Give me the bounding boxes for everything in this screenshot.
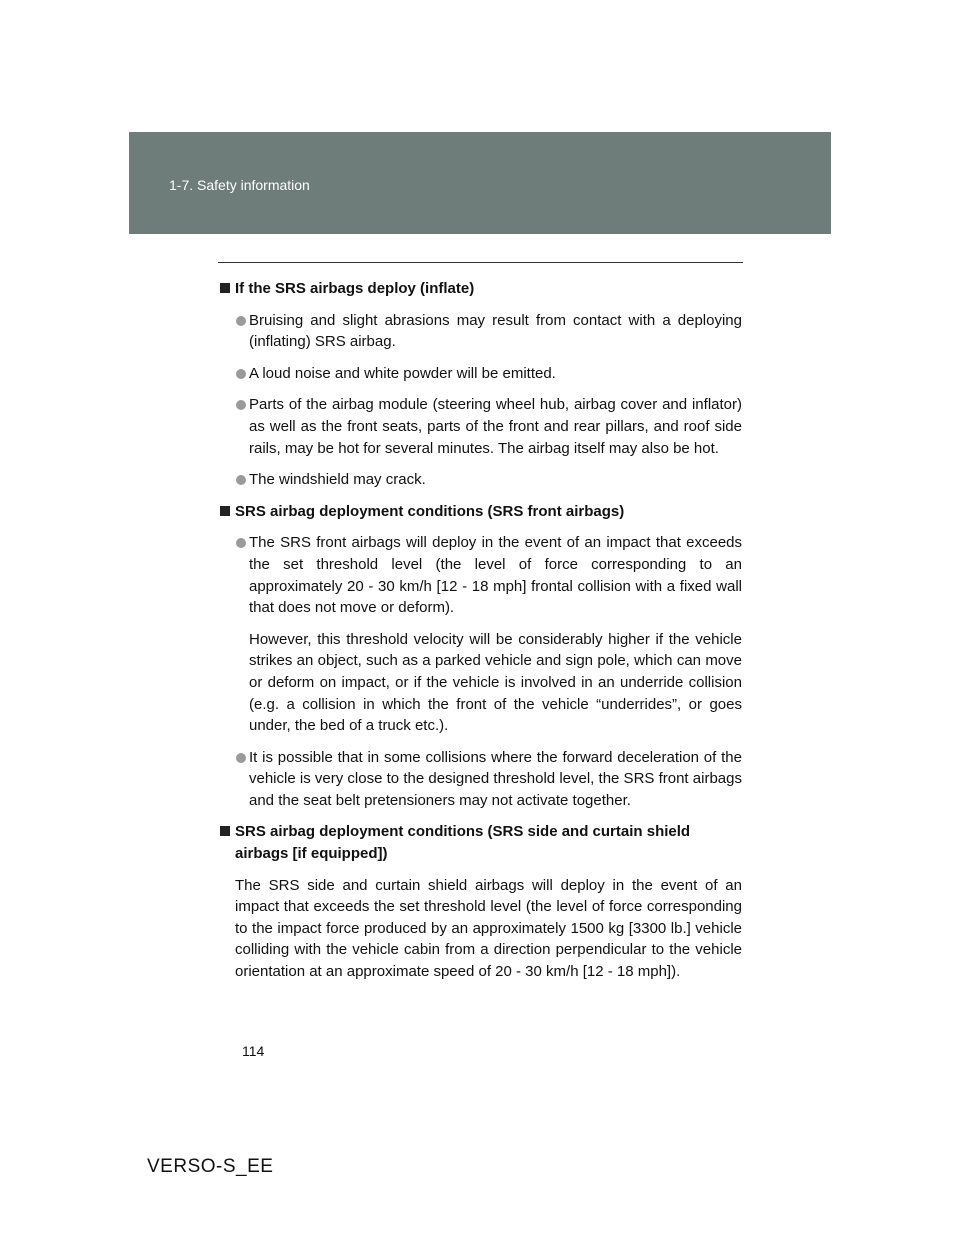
list-item-text: The windshield may crack. [249,471,426,489]
bullet-dot-icon [236,316,246,326]
square-bullet-icon [220,826,230,836]
section-header-bar [129,132,831,234]
list-item [220,532,742,618]
list-item [220,394,742,459]
list-item-text: It is possible that in some collisions where the forward deceleration of the vehicle is very close to the designed threshold level, the SRS front airbags and the seat belt pretensioners may not activate together. [249,748,742,809]
subheading-side-curtain-conditions [220,821,742,864]
list-item-text: The SRS front airbags will deploy in the event of an impact that exceeds the set threshold level (the level of force corresponding to an approximately 20 - 30 km/h [12 - 18 mph] frontal collision with a fixed wall that does not move or deform). [249,534,742,617]
bullet-dot-icon [236,369,246,379]
divider-rule [218,262,743,263]
subheading-text: SRS airbag deployment conditions (SRS side and curtain shield airbags [if equipped]) [235,823,691,863]
bullet-dot-icon [236,538,246,548]
square-bullet-icon [220,506,230,516]
document-code: VERSO-S_EE [147,1156,274,1177]
page-content [220,278,742,993]
subheading-text: SRS airbag deployment conditions (SRS front airbags) [235,502,625,520]
list-item-text: Parts of the airbag module (steering wheel hub, airbag cover and inflator) as well as the front seats, parts of the front and rear pillars, and roof side rails, may be hot for several minutes. The airbag itself may also be hot. [249,396,742,457]
bullet-dot-icon [236,475,246,485]
list-item [220,469,742,491]
bullet-dot-icon [236,400,246,410]
subheading-front-airbag-conditions [220,501,742,523]
list-item-text: A loud noise and white powder will be emitted. [249,364,556,382]
page-number: 114 [242,1043,265,1059]
list-item [220,310,742,353]
section-title: 1-7. Safety information [169,177,310,193]
body-paragraph: The SRS side and curtain shield airbags will deploy in the event of an impact that exceeds the set threshold level (the level of force corresponding to the impact force produced by an approximately 1500 kg [3300 lb.] vehicle colliding with the vehicle cabin from a direction perpendicular to the vehicle orientation at an approximate speed of 20 - 30 km/h [12 - 18 mph]). [235,876,742,981]
subheading-airbags-deploy [220,278,742,300]
square-bullet-icon [220,283,230,293]
subheading-text: If the SRS airbags deploy (inflate) [235,280,475,297]
list-item [220,363,742,385]
list-item-text: Bruising and slight abrasions may result from contact with a deploying (inflating) SRS airbag. [249,311,742,351]
list-item [220,747,742,812]
body-paragraph: However, this threshold velocity will be considerably higher if the vehicle strikes an object, such as a parked vehicle and sign pole, which can move or deform on impact, or if the vehicle is involved in an underride collision (e.g. a collision in which the front of the vehicle “underrides”, or goes under, the bed of a truck etc.). [249,630,742,735]
bullet-dot-icon [236,753,246,763]
